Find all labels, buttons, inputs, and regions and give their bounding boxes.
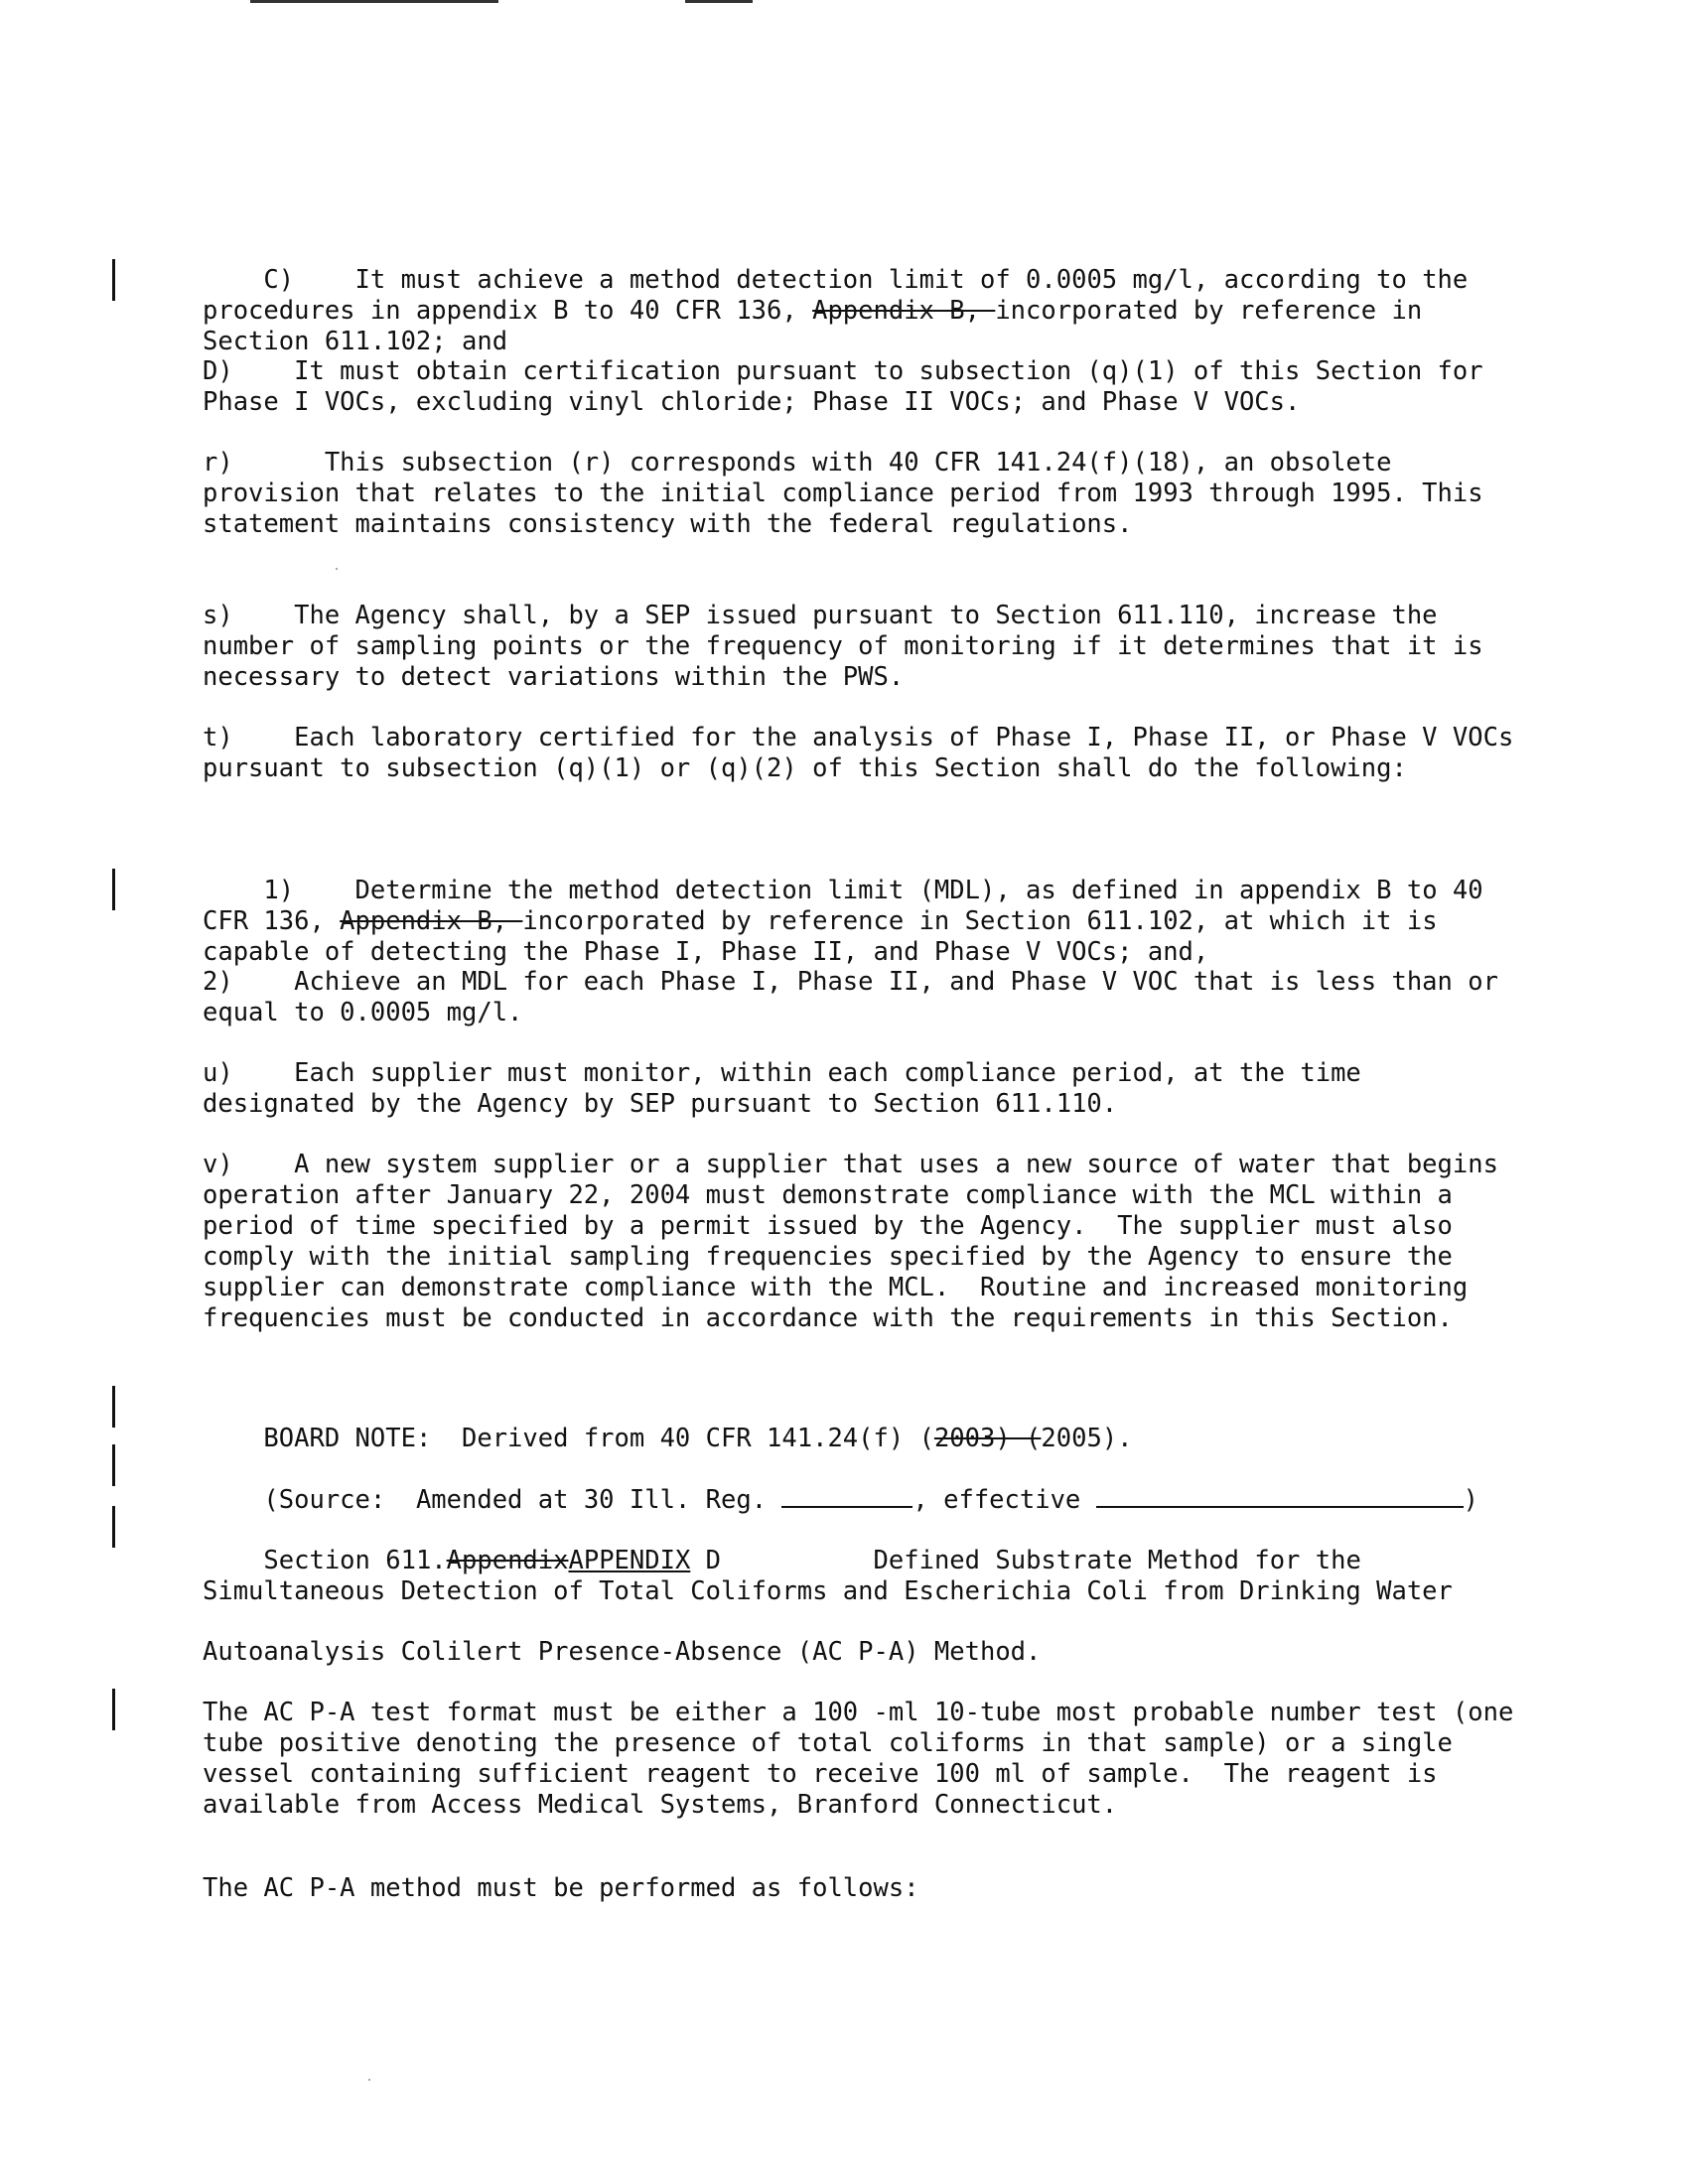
speck [368,2079,370,2081]
change-bar [112,1444,115,1486]
source-note-lead: (Source: Amended at 30 Ill. Reg. [263,1485,782,1515]
inserted-text: APPENDIX [568,1546,691,1575]
effective-date-blank [1096,1486,1464,1508]
struck-text: Appendix B, [340,906,523,936]
board-note-tail: 2005). [1041,1424,1133,1453]
change-bar [112,1506,115,1548]
section-heading-lead: Section 611. [263,1546,447,1575]
reg-page-blank [781,1486,912,1508]
top-rule-right [685,0,753,3]
paragraph-c-lead: C) It must achieve a method detection limit of 0.0005 mg/l, according to the procedures in appendix B to 40 CFR 136, [203,265,1483,326]
struck-text: Appendix B, [812,296,996,326]
change-bar [112,259,115,301]
paragraph-t1-lead: 1) Determine the method detection limit (MDL), as defined in appendix B to 40 CFR 136, [203,876,1498,936]
source-note-mid: , effective [912,1485,1096,1515]
method-title: Autoanalysis Colilert Presence-Absence (AC P-A) Method. [203,1637,1042,1667]
change-bar [112,1386,115,1428]
paragraph-performed: The AC P-A method must be performed as follows: [203,1873,919,1903]
paragraph-format: The AC P-A test format must be either a 100 -ml 10-tube most probable number test (one tube positive denoting the presence of total coliforms in that sample) or a single vessel containing sufficient reagent to receive 100 ml of sample. The reagent is available from Access Medical Systems, Branford Connecticut. [203,1698,1545,1820]
paragraph-t1-tail: incorporated by reference in Section 611.102, at which it is capable of detecting the Phase I, Phase II, and Phase V VOCs; and, [203,906,1453,967]
change-bar [112,869,115,910]
paragraph-t: t) Each laboratory certified for the analysis of Phase I, Phase II, or Phase V VOCs pursuant to subsection (q)(1) or (q)(2) of this Section shall do the following: [203,723,1529,783]
paragraph-s: s) The Agency shall, by a SEP issued pursuant to Section 611.110, increase the number of sampling points or the frequency of monitoring if it determines that it is necessary to detect variations within the PWS. [203,601,1498,692]
source-note-end: ) [1463,1485,1478,1515]
paragraph-u: u) Each supplier must monitor, within each compliance period, at the time designated by the Agency by SEP pursuant to Section 611.110. [203,1058,1377,1119]
paragraph-c-tail: incorporated by reference in Section 611.102; and [203,296,1438,356]
section-heading-tail: D Defined Substrate Method for the Simultaneous Detection of Total Coliforms and Escherichia Coli from Drinking Water [203,1546,1453,1606]
paragraph-r: r) This subsection (r) corresponds with 40 CFR 141.24(f)(18), an obsolete provision that relates to the initial compliance period from 1993 through 1995. This statement maintains consistency with the federal regulations. [203,448,1498,539]
section-heading [203,1515,1523,1638]
change-bar [112,1689,115,1730]
top-rule-left [250,0,498,3]
paragraph-v: v) A new system supplier or a supplier that uses a new source of water that begins operation after January 22, 2004 must demonstrate compliance with the MCL within a period of time specified by a permit issued by the Agency. The supplier must also comply with the initial sampling frequencies specified by the Agency to ensure the supplier can demonstrate compliance with the MCL. Routine and increased monitoring frequencies must be conducted in accordance with the requirements in this Section. [203,1150,1514,1333]
paragraph-t2: 2) Achieve an MDL for each Phase I, Phase II, and Phase V VOC that is less than or equal to 0.0005 mg/l. [203,967,1514,1027]
paragraph-d: D) It must obtain certification pursuant to subsection (q)(1) of this Section for Phase I VOCs, excluding vinyl chloride; Phase II VOCs; and Phase V VOCs. [203,356,1498,417]
speck [336,568,338,570]
board-note-lead: BOARD NOTE: Derived from 40 CFR 141.24(f) ( [263,1424,934,1453]
struck-text: Appendix [446,1546,569,1575]
struck-text: 2003) ( [933,1424,1042,1453]
